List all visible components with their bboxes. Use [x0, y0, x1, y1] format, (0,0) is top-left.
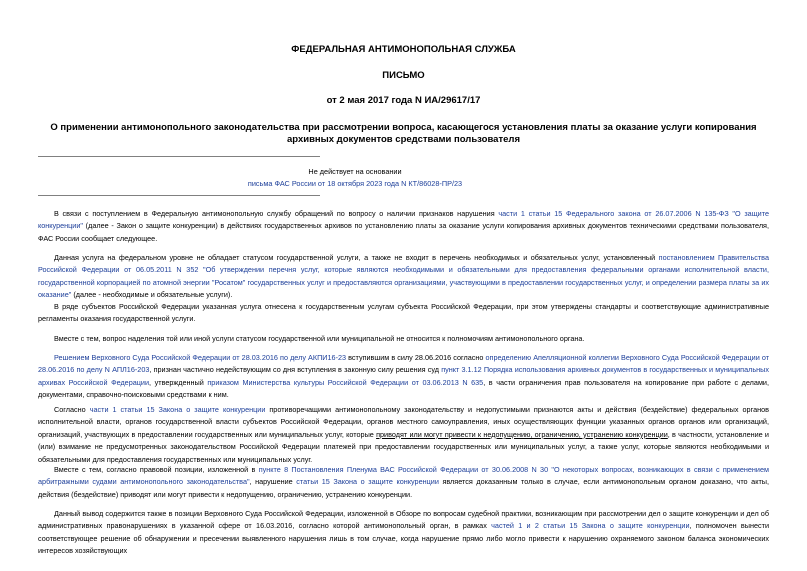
paragraph-7-text-b: , нарушение — [249, 477, 297, 487]
link-plenum-resolution-30[interactable]: пункте 8 Постановления Пленума ВАС Российской Федерации от 30.06.2008 N 30 "О некоторых вопросах, возникающих в связи с применением арбитражными судами антимонопольного законодательства" — [38, 465, 769, 487]
paragraph-2 — [38, 252, 769, 302]
link-supreme-court-decision[interactable]: Решением Верховного Суда Российской Федерации от 28.03.2016 по делу АКПИ16-23 — [54, 353, 347, 362]
paragraph-8-text-a: Данный вывод содержится также в позиции Верховного Суда Российской Федерации, изложенной в Обзоре по вопросам судебной практики, возникающим при рассмотрении дел о защите конкуренции и дел об административных правонарушениях в указанной сфере от 16.03.2016, согласно которой антимонопольный орган, в рамках — [38, 509, 769, 531]
paragraph-8 — [38, 508, 769, 558]
link-article-15[interactable]: статьи 15 Закона о защите конкуренции — [296, 477, 439, 487]
paragraph-6 — [38, 404, 769, 466]
paragraph-5-text-d: , в части ограничения прав пользователя на копирование при работе с делами, документами, справочно-поисковыми средствами к ним. — [38, 377, 769, 400]
link-resolution-352[interactable]: постановлением Правительства Российской Федерации от 06.05.2011 N 352 "Об утверждении перечня услуг, которые являются необходимыми и обязательными для предоставления федеральными органами исполнительной власти, государственной корпорацией по атомной энергии "Росатом" государственных услуг и предоставляются организациями, участвующими в предоставлении государственных услуг, и определении размера платы за их оказание" — [38, 253, 769, 300]
status-note-link[interactable]: письма ФАС России от 18 октября 2023 года N КТ/86028-ПР/23 — [247, 179, 463, 188]
paragraph-1 — [38, 208, 769, 245]
paragraph-3 — [38, 301, 769, 326]
paragraph-2-text-b: (далее - необходимые и обязательные услуги). — [71, 290, 233, 300]
divider-bottom — [38, 195, 320, 196]
link-article-15-parts-1-2[interactable]: частей 1 и 2 статьи 15 Закона о защите конкуренции — [491, 521, 690, 531]
paragraph-1-text-a: В связи с поступлением в Федеральную антимонопольную службу обращений по вопросу о наличии признаков нарушения — [54, 209, 499, 218]
status-note — [180, 166, 530, 190]
document-subject: О применении антимонопольного законодательства при рассмотрении вопроса, касающегося установления платы за оказание услуги копирования архивных документов средствами пользователя — [50, 122, 757, 145]
divider-top — [38, 156, 320, 157]
paragraph-1-text-b: (далее - Закон о защите конкуренции) в действиях государственных архивов по установлению платы за оказание услуги копирования архивных документов техническими средствами пользователя, ФАС России сообщает следующее. — [38, 221, 769, 243]
agency-name: ФЕДЕРАЛЬНАЯ АНТИМОНОПОЛЬНАЯ СЛУЖБА — [291, 44, 516, 55]
paragraph-6-text-a: Согласно — [54, 405, 90, 414]
link-appeal-ruling[interactable]: определению Апелляционной коллегии Верховного Суда Российской Федерации от 28.06.2016 по делу N АПЛ16-203 — [38, 353, 770, 375]
status-note-text: Не действует на основании — [308, 167, 402, 176]
paragraph-6-underlined: приводят или могут привести к недопущению, ограничению, устранению конкуренции — [376, 429, 668, 439]
paragraph-6-text-b: противоречащими антимонопольному законодательству и недопустимыми признаются акты и действия (бездействие) федеральных органов исполнительной власти, органов государственной власти субъектов Российской Федерации, органов местного самоуправления, иных осуществляющих функции указанных органов органов или организаций, организаций, участвующих в предоставлении государственных или муниципальных услуг, которые — [38, 405, 769, 439]
paragraph-4 — [38, 333, 769, 345]
paragraph-6-text-c: , в частности, установление и (или) взимание не предусмотренных законодательством Российской Федерации платежей при предоставлении государственных или муниципальных услуг, а также услуг, которые являются необходимыми и обязательными для предоставления государственных или муниципальных услуг. — [38, 429, 769, 464]
paragraph-2-text-a: Данная услуга на федеральном уровне не обладает статусом государственной услуги, а также не входит в перечень необходимых и обязательных услуг, установленный — [54, 253, 659, 262]
document-date-number: от 2 мая 2017 года N ИА/29617/17 — [326, 95, 481, 106]
link-article-15-part-1[interactable]: части 1 статьи 15 Закона о защите конкуренции — [89, 405, 266, 414]
document-type: ПИСЬМО — [382, 70, 425, 81]
paragraph-7-text-c: является доказанным только в случае, если антимонопольным органом доказано, что акты, действия (бездействие) приводят или могут привести к недопущению, ограничению, устранению конкуренции. — [38, 477, 769, 499]
paragraph-3-text: В ряде субъектов Российской Федерации указанная услуга отнесена к государственным услугам субъекта Российской Федерации, при этом утверждены стандарты и соответствующие административные регламенты оказания государственной услуги. — [38, 302, 769, 324]
paragraph-5-text-c: , утвержденный — [149, 377, 208, 387]
paragraph-8-text-b: , полномочен вынести соответствующее решение об обнаружении и пресечении выявленного нарушения лишь в том случае, когда нарушение прямо либо могло привести к нарушению охраняемого законом баланса экономических интересов хозяйствующих — [38, 521, 770, 556]
link-culture-ministry-order[interactable]: приказом Министерства культуры Российской Федерации от 03.06.2013 N 635 — [207, 377, 484, 387]
paragraph-5-text-b: , признан частично недействующим со дня вступления в законную силу решения суд — [149, 365, 442, 375]
paragraph-4-text: Вместе с тем, вопрос наделения той или иной услуги статусом государственной или муниципальной не относится к полномочиям антимонопольного органа. — [54, 334, 585, 343]
link-archive-procedure[interactable]: пункт 3.1.12 Порядка использования архивных документов в государственных и муниципальных архивах Российской Федерации — [38, 365, 769, 387]
paragraph-7-text-a: Вместе с тем, согласно правовой позиции, изложенной в — [54, 465, 259, 474]
link-law-135-fz[interactable]: части 1 статьи 15 Федерального закона от 26.07.2006 N 135-ФЗ "О защите конкуренции" — [38, 209, 769, 231]
paragraph-5 — [38, 352, 769, 402]
paragraph-7 — [38, 464, 769, 501]
paragraph-5-text-a: вступившим в силу 28.06.2016 согласно — [346, 353, 486, 362]
